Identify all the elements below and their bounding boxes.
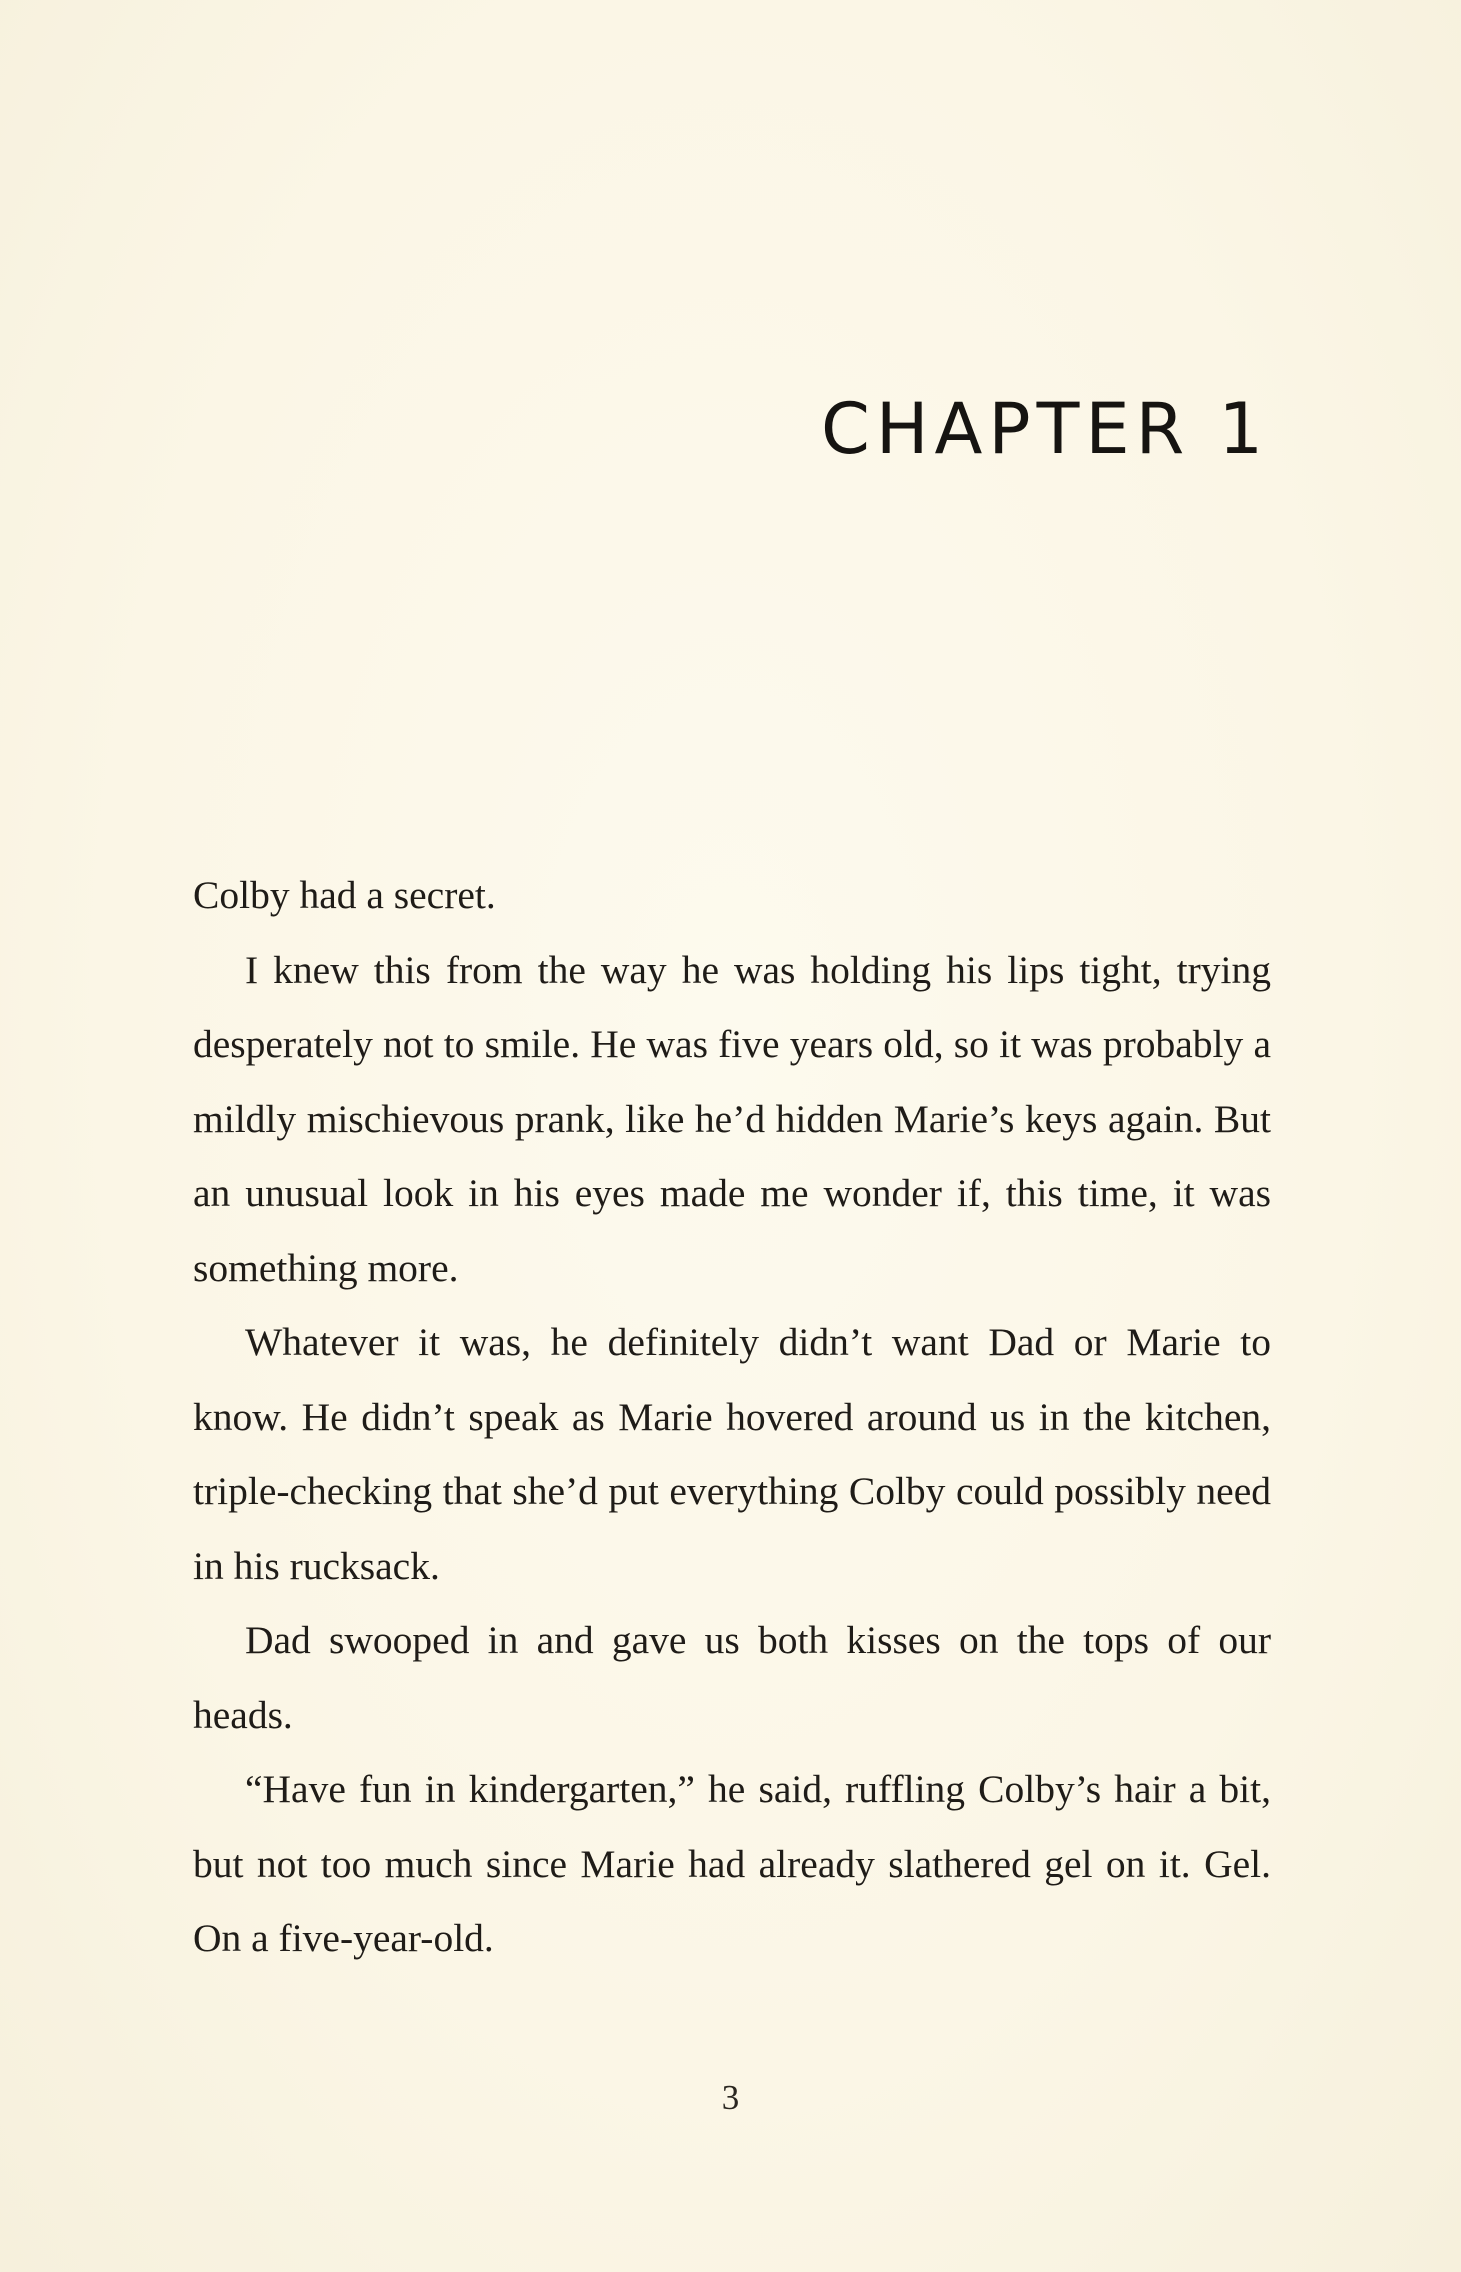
paragraph: “Have fun in kindergarten,” he said, ruffling Colby’s hair a bit, but not too much since Marie had already slathered gel on it. Gel. On a five-year-old.	[193, 1767, 1271, 1960]
chapter-body-text	[193, 858, 1271, 1976]
page-number: 3	[721, 2078, 740, 2117]
paragraph: Colby had a secret.	[193, 873, 496, 917]
paragraph: Whatever it was, he definitely didn’t want Dad or Marie to know. He didn’t speak as Marie hovered around us in the kitchen, triple-checking that she’d put everything Colby could possibly need in his rucksack.	[193, 1320, 1271, 1588]
chapter-heading: CHAPTER 1	[820, 388, 1269, 470]
paragraph: Dad swooped in and gave us both kisses on the tops of our heads.	[193, 1618, 1271, 1737]
paragraph: I knew this from the way he was holding his lips tight, trying desperately not to smile. He was five years old, so it was probably a mildly mischievous prank, like he’d hidden Marie’s keys again. But an unusual look in his eyes made me wonder if, this time, it was something more.	[193, 947, 1271, 1290]
